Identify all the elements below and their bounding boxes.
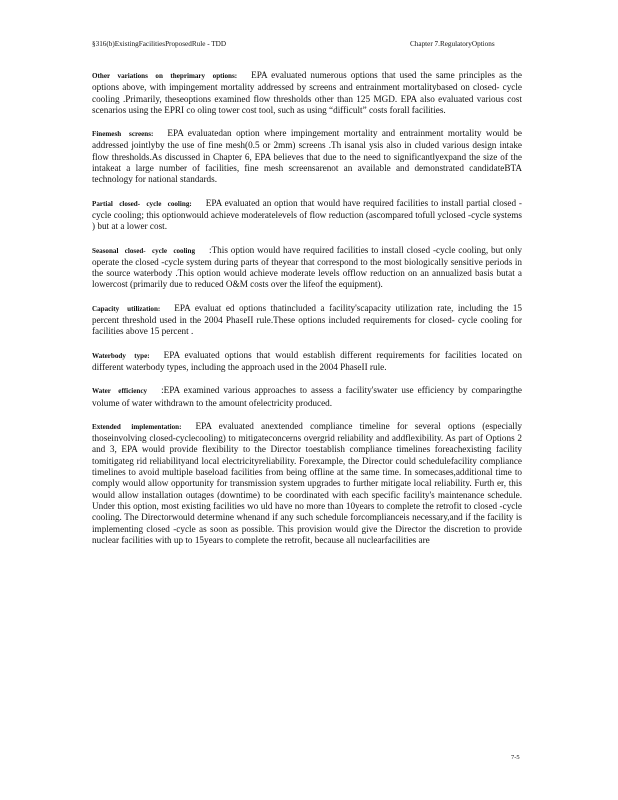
paragraph-partial-closed-cycle — [92, 198, 522, 233]
paragraph-waterbody-type — [92, 350, 522, 374]
document-body — [92, 70, 522, 557]
paragraph-lead: Other variations on theprimary options: — [92, 72, 238, 80]
paragraph-lead: Capacity utilization: — [92, 304, 161, 313]
paragraph-capacity-utilization — [92, 303, 522, 338]
paragraph-text: EPA evaluated options that would establish different requirements for facilities located on different waterbody types, including the approach used in the 2004 PhaseII rule. — [92, 349, 522, 372]
paragraph-text: :This option would have required facilities to install closed -cycle cooling, but only operate the closed -cycle system during parts of theyear that correspond to the most biologically sensitive periods in the source waterbody .This option would achieve moderate levels offlow reduction on an annualized basis butat a lowercost (primarily due to reduced O&M costs over the lifeof the equipment). — [92, 244, 522, 290]
paragraph-text: EPA evaluat ed options thatincluded a facility'scapacity utilization rate, including the 15 percent threshold used in the 2004 PhaseII rule.These options included requirements for closed- cycle cooling for facilities above 15 percent . — [92, 302, 522, 337]
paragraph-text: :EPA examined various approaches to assess a facility'swater use efficiency by comparingthe volume of water withdrawn to the amount ofelectricity produced. — [92, 385, 522, 408]
paragraph-text: EPA evaluated anextended compliance timeline for several options (especially thoseinvolving closed-cyclecooling) to mitigateconcerns overgrid reliability and addflexibility. As part of Options 2 and 3, EPA would provide flexibility to the Director toestablish compliance timelines foreachexisting facility tomitigateg rid reliabilityand local electricityreliability. Forexample, the Director could schedulefacility compliance timelines to avoid multiple baseload facilities from being offline at the same time. In somecases,additional time to comply would allow opportunity for transmission system upgrades to further mitigate local reliability. Furth er, this would allow installation outages (downtime) to be coordinated with each specific facility's maintenance schedule. Under this option, most existing facilities wo uld have no more than 10years to complete the retrofit to closed -cycle cooling. The Directorwould determine whenand if any such schedule forcomplianceis necessary,and if the facility is implementing closed -cycle as soon as possible. This provision would give the Director the discretion to provide nuclear facilities with up to 15years to complete the retrofit, because all nuclearfacilities are — [92, 420, 523, 545]
paragraph-lead: Partial closed- cycle cooling: — [92, 199, 192, 208]
running-header-left: §316(b)ExistingFacilitiesProposedRule - TDD — [92, 40, 227, 48]
paragraph-other-variations — [92, 70, 522, 116]
paragraph-lead: Waterbody type: — [92, 351, 150, 360]
paragraph-water-efficiency — [92, 385, 522, 409]
running-header-right: Chapter 7.RegulatoryOptions — [410, 40, 495, 48]
paragraph-lead: Water efficiency — [92, 387, 148, 396]
paragraph-extended-implementation — [92, 421, 522, 546]
paragraph-text: EPA evaluatedan option where impingement mortality and entrainment mortality would be addressed jointlyby the use of fine mesh(0.5 or 2mm) screens .Th isanal ysis also in cluded various design intake flow thresholds.As discussed in Chapter 6, EPA believes that due to the need to significantlyexpand the size of the intakeat a large number of facilities, fine mesh screensarenot an available and demonstrated candidateBTA technology for national standards. — [92, 128, 522, 185]
paragraph-lead: Extended implementation: — [92, 422, 182, 431]
paragraph-text: EPA evaluated numerous options that used the same principles as the options above, with impingement mortality addressed by screens and entrainment mortalitybased on closed- cycle cooling .Primarily, theseoptions examined flow thresholds other than 125 MGD. EPA also evaluated various cost scenarios using the EPRI co oling tower cost tool, such as using “difficult” costs forall facilities. — [92, 70, 522, 115]
page-number: 7-5 — [511, 754, 520, 761]
paragraph-text: EPA evaluated an option that would have required facilities to install partial closed -cycle cooling; this optionwould achieve moderatelevels of flow reduction (ascompared tofull yclosed -cycle systems ) but at a lower cost. — [92, 197, 522, 232]
paragraph-fine-mesh-screens — [92, 128, 522, 185]
paragraph-lead: Seasonal closed- cycle cooling — [92, 246, 196, 255]
paragraph-seasonal-closed-cycle — [92, 245, 522, 291]
paragraph-lead: Finemesh screens: — [92, 130, 154, 139]
